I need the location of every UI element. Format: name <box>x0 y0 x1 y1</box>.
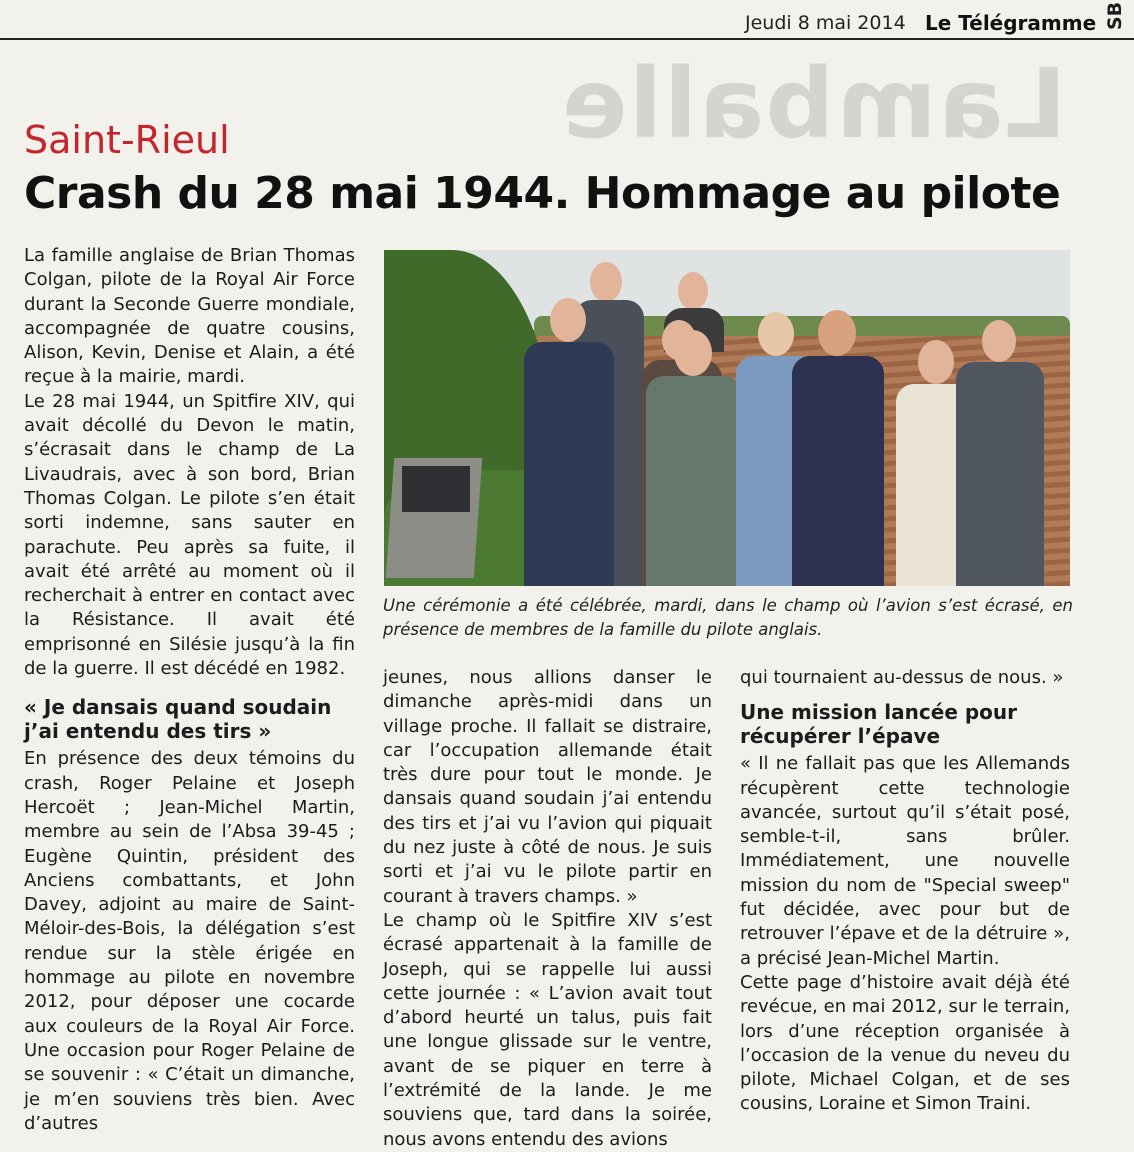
article-headline: Crash du 28 mai 1944. Hommage au pilote <box>24 168 1061 219</box>
article-photo <box>384 250 1070 586</box>
person <box>956 320 1044 586</box>
column-3 <box>740 666 1070 1117</box>
article-kicker: Saint-Rieul <box>24 118 230 162</box>
paragraph: Cette page d’histoire avait déjà été revécue, en mai 2012, sur le terrain, lors d’une réception organisée à l’occasion de la venue du neveu du pilote, Michael Colgan, et de ses cousins, Loraine et Simon Traini. <box>740 971 1070 1115</box>
paragraph: En présence des deux témoins du crash, Roger Pelaine et Joseph Hercoët ; Jean-Michel Martin, membre au sein de l’Absa 39-45 ; Eugène Quintin, président des Anciens combattants, et John Davey, adjoint au maire de Saint-Méloir-des-Bois, la délégation s’est rendue sur la stèle érigée en hommage au pilote en novembre 2012, pour déposer une cocarde aux couleurs de la Royal Air Force. Une occasion pour Roger Pelaine de se souvenir : « C’était un dimanche, je m’en souviens très bien. Avec d’autres <box>24 748 355 1134</box>
newspaper-name: Le Télégramme <box>925 11 1097 35</box>
column-1 <box>24 244 355 1136</box>
person <box>792 310 884 586</box>
bleed-through-text: Lamballe <box>560 48 1067 160</box>
photo-caption: Une cérémonie a été célébrée, mardi, dans le champ où l’avion s’est écrasé, en présence de membres de la famille du pilote anglais. <box>383 596 1073 639</box>
person <box>524 298 614 586</box>
edition-tag: SB <box>1104 1 1126 30</box>
memorial-plaque <box>402 466 470 512</box>
paragraph: jeunes, nous allions danser le dimanche après-midi dans un village proche. Il fallait se distraire, car l’occupation allemande était très dure pour tout le monde. Je dansais quand soudain j’ai entendu des tirs et j’ai vu l’avion qui piquait du nez juste à côté de nous. Je suis sorti et j’ai vu le pilote partir en courant à travers champs. » <box>383 667 712 907</box>
paragraph: La famille anglaise de Brian Thomas Colgan, pilote de la Royal Air Force durant la Seconde Guerre mondiale, accompagnée de quatre cousins, Alison, Kevin, Denise et Alain, a été reçue à la mairie, mardi. <box>24 245 355 388</box>
paragraph: Le 28 mai 1944, un Spitfire XIV, qui avait décollé du Devon le matin, s’écrasait dans le champ de La Livaudrais, avec à son bord, Brian Thomas Colgan. Le pilote s’en était sorti indemne, sans sauter en parachute. Peu après sa fuite, il avait été arrêté au moment où il recherchait à entrer en contact avec la Résistance. Il avait été emprisonné en Silésie jusqu’à la fin de la guerre. Il est décédé en 1982. <box>24 390 355 680</box>
column-2 <box>383 666 712 1152</box>
subheading: Une mission lancée pour récupérer l’épave <box>740 700 1018 749</box>
subheading: « Je dansais quand soudain j’ai entendu des tirs » <box>24 695 332 744</box>
person <box>646 330 742 586</box>
paragraph: qui tournaient au-dessus de nous. » <box>740 667 1064 688</box>
paragraph: Le champ où le Spitfire XIV s’est écrasé appartenait à la famille de Joseph, qui se rappelle lui aussi cette journée : « L’avion avait tout d’abord heurté un talus, puis fait une longue glissade sur le ventre, avant de se piquer en terre à l’extrémité de la lande. Je me souviens que, tard dans la soirée, nous avons entendu des avions <box>383 909 712 1150</box>
issue-date: Jeudi 8 mai 2014 <box>745 12 906 34</box>
header-rule <box>0 38 1134 40</box>
paragraph: « Il ne fallait pas que les Allemands récupèrent cette technologie avancée, surtout qu’il s’était posé, semble-t-il, sans brûler. Immédiatement, une nouvelle mission du nom de "Special sweep" fut décidée, avec pour but de retrouver l’épave et de la détruire », a précisé Jean-Michel Martin. <box>740 753 1070 969</box>
